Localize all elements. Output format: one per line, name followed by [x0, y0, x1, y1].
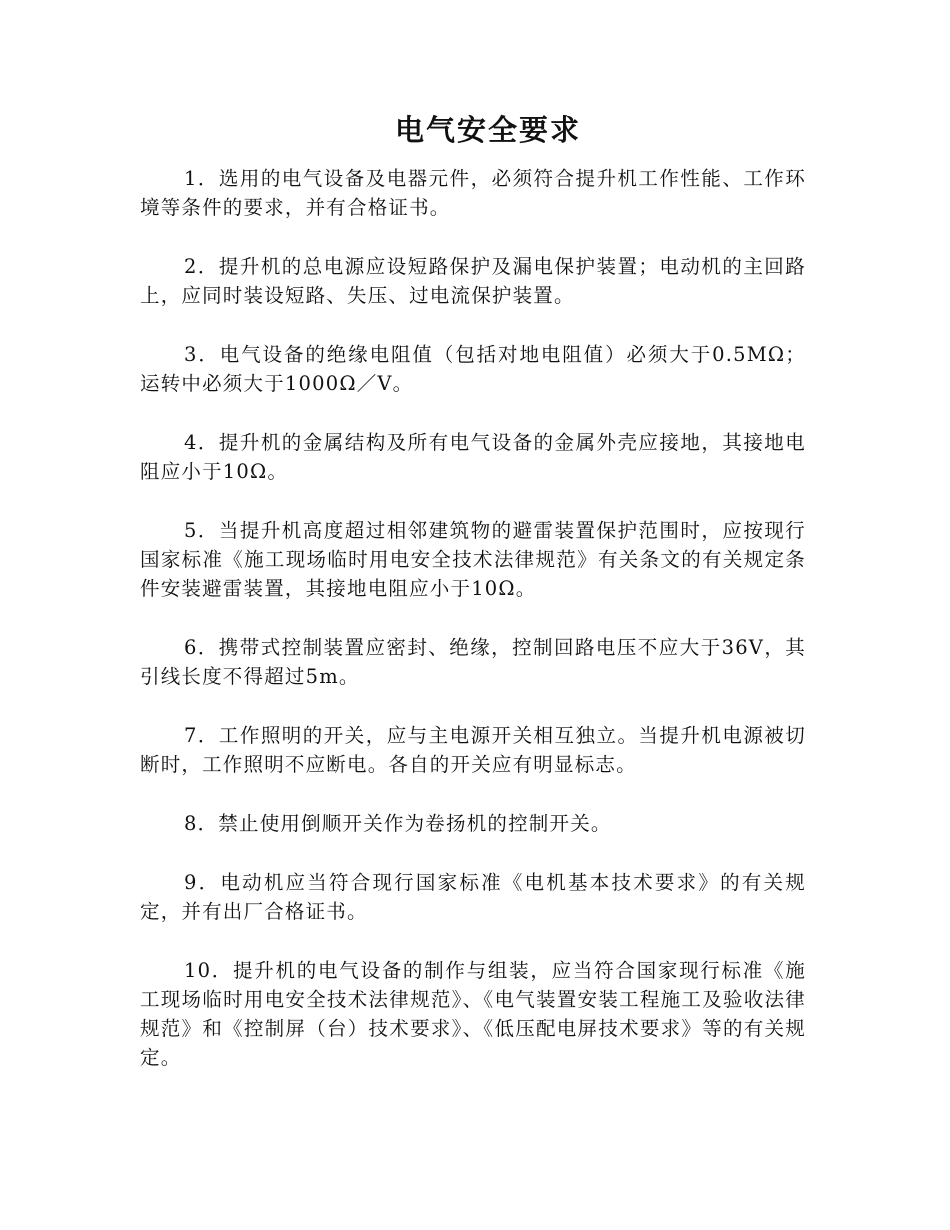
- document-title: 电气安全要求: [394, 113, 581, 147]
- paragraph-item-1: 1．选用的电气设备及电器元件，必须符合提升机工作性能、工作环境等条件的要求，并有合格证书。: [140, 167, 806, 219]
- paragraph-item-4: 4．提升机的金属结构及所有电气设备的金属外壳应接地，其接地电阻应小于10Ω。: [140, 431, 806, 483]
- paragraph-item-10: 10．提升机的电气设备的制作与组装，应当符合国家现行标准《施工现场临时用电安全技术法律规范》、《电气装置安装工程施工及验收法律规范》和《控制屏（台）技术要求》、《低压配电屏技术要求》等的有关规定。: [140, 959, 806, 1069]
- document-page: [140, 110, 806, 1102]
- paragraph-item-2: 2．提升机的总电源应设短路保护及漏电保护装置；电动机的主回路上，应同时装设短路、失压、过电流保护装置。: [140, 255, 806, 307]
- paragraph-item-8: 8．禁止使用倒顺开关作为卷扬机的控制开关。: [184, 812, 612, 835]
- paragraph-item-6: 6．携带式控制装置应密封、绝缘，控制回路电压不应大于36V，其引线长度不得超过5m。: [140, 636, 806, 688]
- paragraph-item-9: 9．电动机应当符合现行国家标准《电机基本技术要求》的有关规定，并有出厂合格证书。: [140, 871, 806, 923]
- paragraph-item-7: 7．工作照明的开关，应与主电源开关相互独立。当提升机电源被切断时，工作照明不应断电。各自的开关应有明显标志。: [140, 724, 806, 776]
- paragraph-item-5: 5．当提升机高度超过相邻建筑物的避雷装置保护范围时，应按现行国家标准《施工现场临时用电安全技术法律规范》有关条文的有关规定条件安装避雷装置，其接地电阻应小于10Ω。: [140, 519, 806, 600]
- paragraph-item-3: 3．电气设备的绝缘电阻值（包括对地电阻值）必须大于0.5MΩ；运转中必须大于1000Ω／V。: [140, 343, 806, 395]
